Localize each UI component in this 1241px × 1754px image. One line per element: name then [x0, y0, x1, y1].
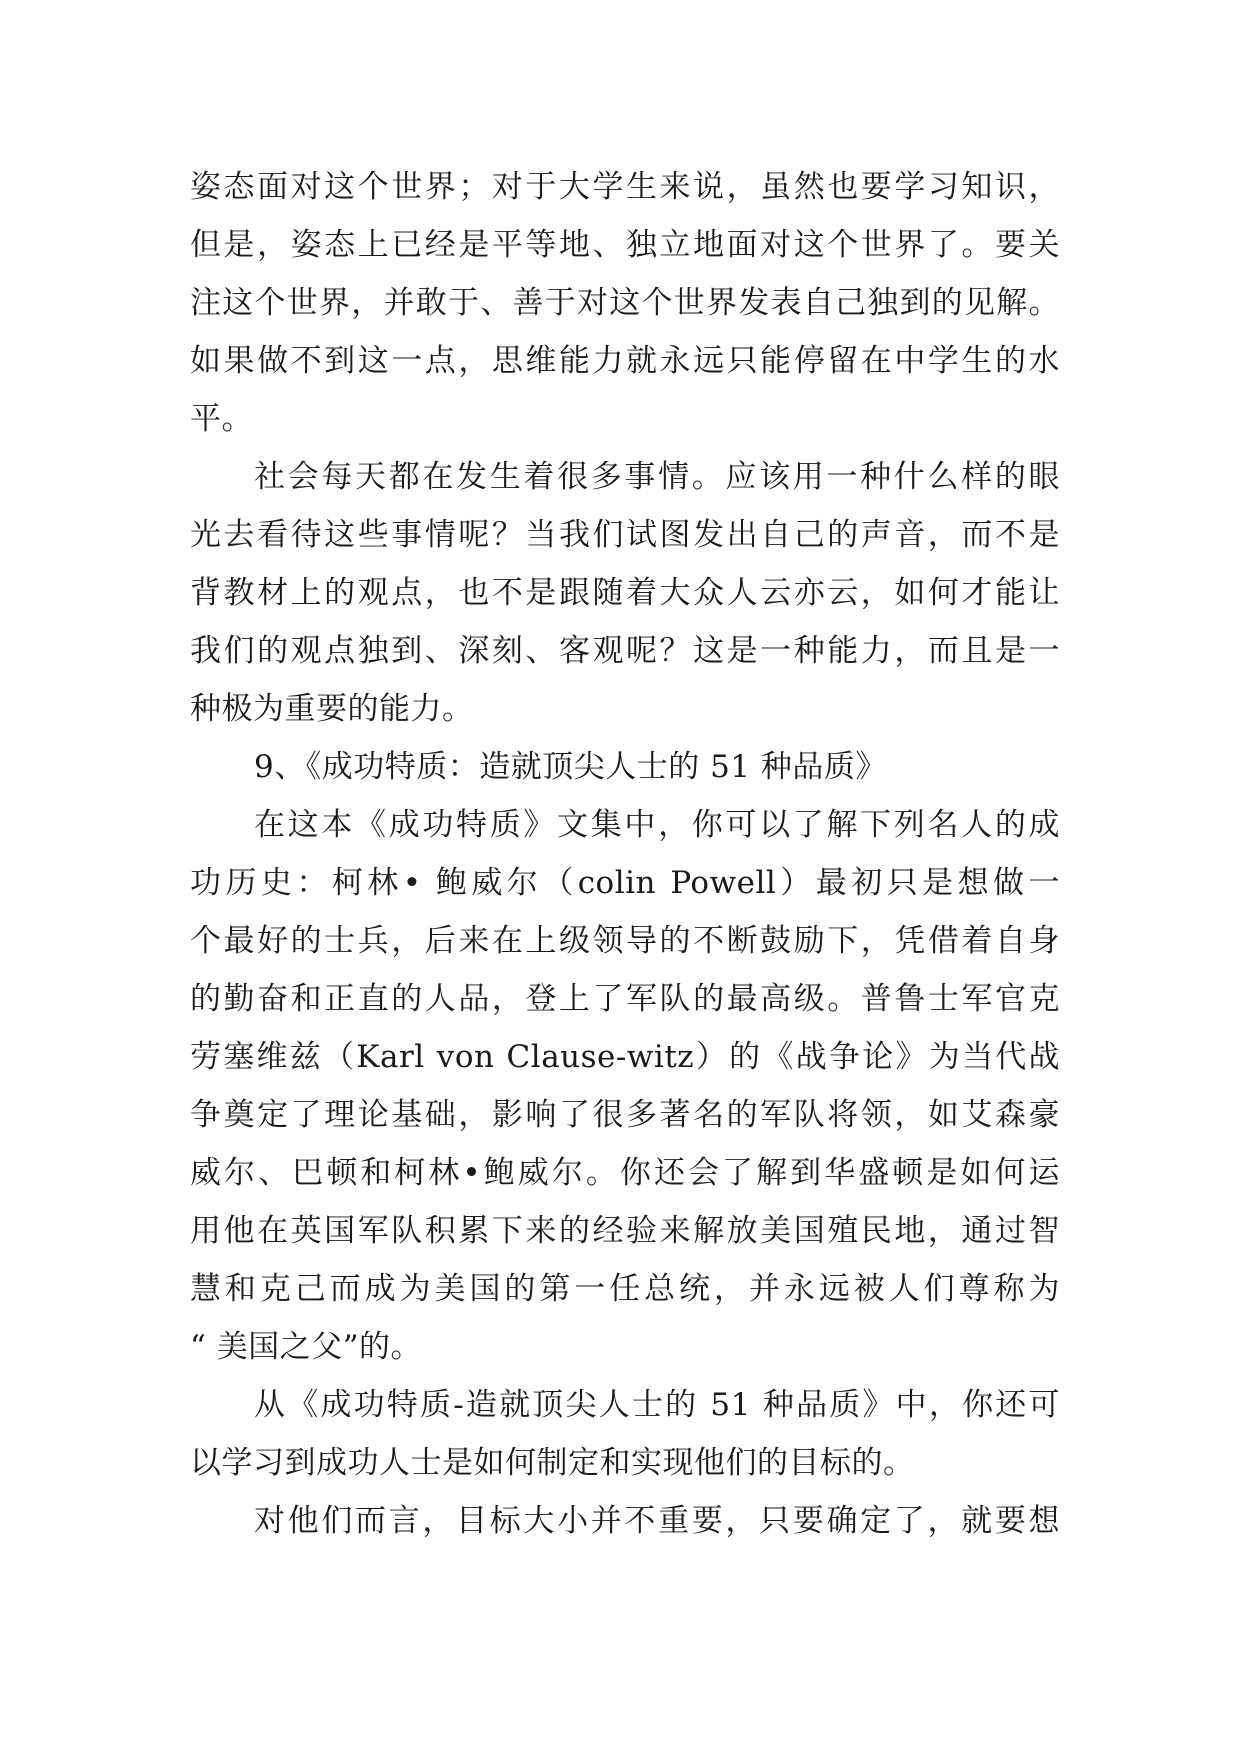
text-line: 姿态面对这个世界；对于大学生来说，虽然也要学习知识，: [190, 169, 1060, 205]
text-line: 用他在英国军队积累下来的经验来解放美国殖民地，通过智: [190, 1213, 1060, 1249]
text-line: 平。: [190, 401, 253, 437]
text-line: 但是，姿态上已经是平等地、独立地面对这个世界了。要关: [190, 227, 1060, 263]
text-line: 的勤奋和正直的人品，登上了军队的最高级。普鲁士军官克: [190, 981, 1060, 1017]
text-line: 劳塞维兹（Karl von Clause-witz）的《战争论》为当代战: [190, 1039, 1060, 1075]
text-line: 9、《成功特质：造就顶尖人士的 51 种品质》: [254, 749, 887, 785]
text-line: 光去看待这些事情呢？当我们试图发出自己的声音，而不是: [190, 517, 1060, 553]
text-line: 在这本《成功特质》文集中，你可以了解下列名人的成: [254, 807, 1060, 843]
text-line: 功历史：柯林• 鲍威尔（colin Powell）最初只是想做一: [190, 865, 1060, 901]
text-line: 注这个世界，并敢于、善于对这个世界发表自己独到的见解。: [190, 285, 1060, 321]
text-line: 背教材上的观点，也不是跟随着大众人云亦云，如何才能让: [190, 575, 1060, 611]
text-line: 社会每天都在发生着很多事情。应该用一种什么样的眼: [254, 459, 1060, 495]
text-line: 争奠定了理论基础，影响了很多著名的军队将领，如艾森豪: [190, 1097, 1060, 1133]
text-line: 如果做不到这一点，思维能力就永远只能停留在中学生的水: [190, 343, 1060, 379]
text-line: 种极为重要的能力。: [190, 691, 474, 727]
text-line: 从《成功特质-造就顶尖人士的 51 种品质》中，你还可: [254, 1387, 1060, 1423]
text-line: 慧和克己而成为美国的第一任总统，并永远被人们尊称为: [190, 1271, 1060, 1307]
text-line: 以学习到成功人士是如何制定和实现他们的目标的。: [190, 1445, 915, 1481]
text-line: “ 美国之父”的。: [190, 1329, 423, 1365]
text-line: 个最好的士兵，后来在上级领导的不断鼓励下，凭借着自身: [190, 923, 1060, 959]
text-line: 威尔、巴顿和柯林•鲍威尔。你还会了解到华盛顿是如何运: [190, 1155, 1060, 1191]
text-line: 我们的观点独到、深刻、客观呢？这是一种能力，而且是一: [190, 633, 1060, 669]
text-line: 对他们而言，目标大小并不重要，只要确定了，就要想: [254, 1503, 1060, 1539]
body-text: [190, 158, 1060, 1550]
